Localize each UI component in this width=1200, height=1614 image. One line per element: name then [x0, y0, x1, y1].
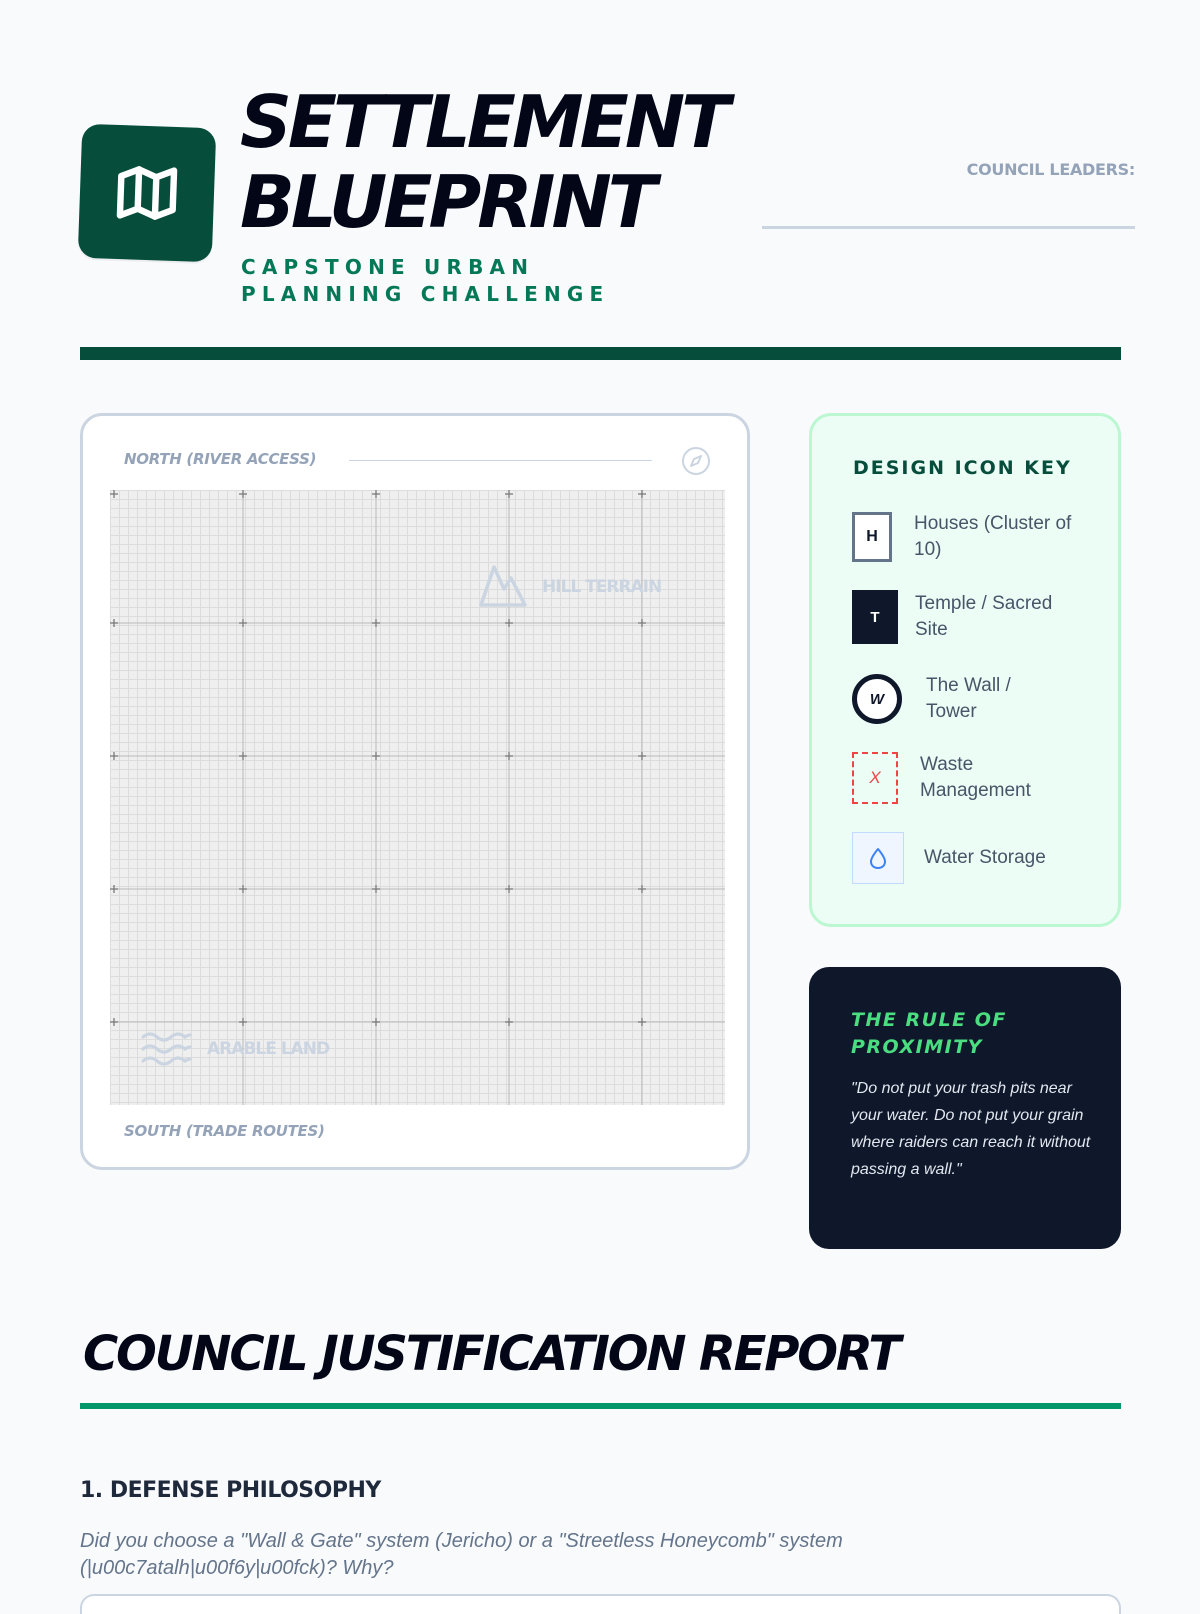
- waste-symbol: X: [852, 752, 898, 804]
- arable-land-label: ARABLE LAND: [207, 1039, 330, 1059]
- report-title: COUNCIL JUSTIFICATION REPORT: [83, 1326, 899, 1382]
- water-symbol: [852, 832, 904, 884]
- title-line-2: BLUEPRINT: [240, 160, 653, 244]
- map-south-label: SOUTH (TRADE ROUTES): [124, 1122, 325, 1140]
- key-item-houses: [852, 511, 1084, 563]
- key-label-waste: Waste Management: [920, 754, 1031, 801]
- key-label-temple: Temple / Sacred Site: [915, 593, 1053, 640]
- compass-icon: [680, 445, 712, 477]
- mountain-icon: [478, 562, 528, 608]
- rule-title: THE RULE OF PROXIMITY: [851, 1009, 1007, 1058]
- page-subtitle: CAPSTONE URBAN PLANNING CHALLENGE: [241, 255, 610, 306]
- temple-symbol: T: [852, 590, 898, 644]
- section-prompt-defense: Did you choose a "Wall & Gate" system (Jericho) or a "Streetless Honeycomb" system (|u00c7atalh|u00f6y|u00fck)? Why?: [80, 1530, 843, 1579]
- key-label-water: Water Storage: [924, 847, 1046, 868]
- page-title: [240, 82, 800, 242]
- title-line-1: SETTLEMENT: [240, 80, 727, 164]
- key-item-water: [852, 832, 1084, 884]
- report-divider: [80, 1403, 1121, 1409]
- hill-terrain-label: HILL TERRAIN: [542, 577, 662, 597]
- council-leaders-label: COUNCIL LEADERS:: [966, 160, 1135, 179]
- key-label-houses: Houses (Cluster of 10): [914, 513, 1072, 560]
- header-divider: [80, 347, 1121, 360]
- key-item-waste: [852, 752, 1070, 804]
- council-leaders-input[interactable]: [762, 226, 1135, 229]
- defense-answer-box[interactable]: [80, 1594, 1121, 1614]
- house-symbol: H: [852, 512, 892, 562]
- droplet-icon: [867, 846, 889, 870]
- key-label-wall: The Wall / Tower: [926, 675, 1011, 722]
- wall-symbol: W: [852, 674, 902, 724]
- rule-quote: "Do not put your trash pits near your water. Do not put your grain where raiders can reach it without passing a wall.": [851, 1080, 1091, 1178]
- waves-icon: [140, 1029, 192, 1069]
- section-heading-defense: 1. DEFENSE PHILOSOPHY: [80, 1478, 381, 1503]
- icon-key-title: DESIGN ICON KEY: [853, 457, 1072, 479]
- map-north-divider: [349, 460, 652, 461]
- map-north-label: NORTH (RIVER ACCESS): [124, 450, 317, 468]
- map-icon: [111, 157, 183, 229]
- key-item-wall: [852, 673, 1046, 725]
- logo-badge: [78, 124, 217, 263]
- key-item-temple: [852, 590, 1085, 644]
